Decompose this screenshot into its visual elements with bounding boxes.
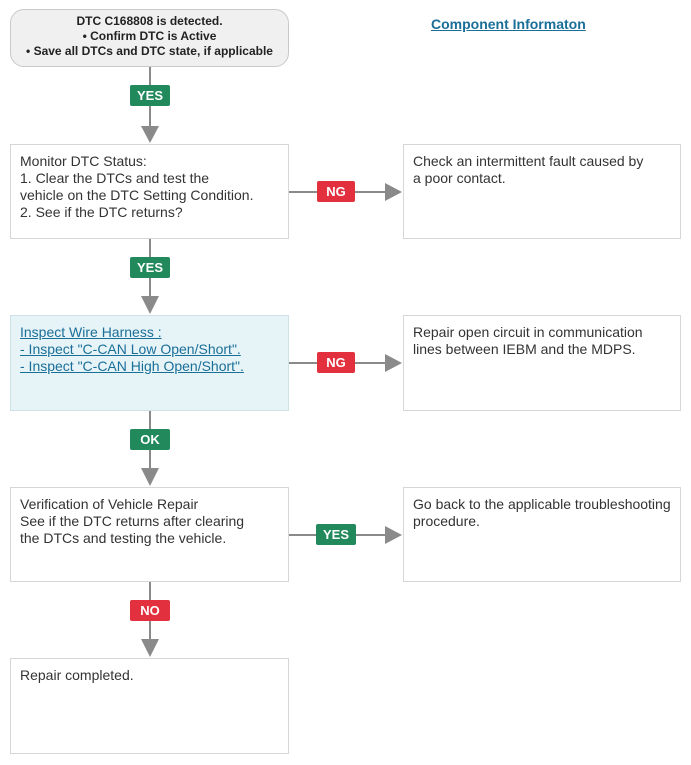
step-text: Monitor DTC Status: [20, 153, 147, 169]
arrow-head-down [141, 468, 159, 486]
component-information-link[interactable]: Component Informaton [431, 16, 586, 32]
start-title: DTC C168808 is detected. [76, 14, 223, 28]
step-text: 1. Clear the DTCs and test the [20, 170, 210, 186]
step-text: Check an intermittent fault caused by [413, 153, 644, 169]
repair-open-circuit-box [403, 315, 681, 411]
ng-badge: NG [317, 181, 355, 202]
step-text: procedure. [413, 513, 480, 529]
arrow-head-down [141, 639, 159, 657]
step-text: See if the DTC returns after clearing [20, 513, 245, 529]
arrow-head-right [385, 526, 402, 544]
start-bullet-save: • Save all DTCs and DTC state, if applicable [26, 44, 273, 58]
inspect-c-can-low-link[interactable]: - Inspect "C-CAN Low Open/Short". [20, 341, 241, 357]
inspect-wire-harness-box [10, 315, 289, 411]
step-text: the DTCs and testing the vehicle. [20, 530, 227, 546]
yes-badge: YES [130, 257, 170, 278]
inspect-c-can-high-link[interactable]: - Inspect "C-CAN High Open/Short". [20, 358, 244, 374]
step-text: vehicle on the DTC Setting Condition. [20, 187, 254, 203]
verification-of-vehicle-repair-box [10, 487, 289, 582]
arrow-head-down [141, 126, 159, 143]
repair-completed-box [10, 658, 289, 754]
step-text: Go back to the applicable troubleshooting [413, 496, 671, 512]
step-text: 2. See if the DTC returns? [20, 204, 183, 220]
monitor-dtc-status-box [10, 144, 289, 239]
step-text: Repair open circuit in communication [413, 324, 643, 340]
yes-badge: YES [130, 85, 170, 106]
arrow-head-down [141, 296, 159, 314]
intermittent-fault-box [403, 144, 681, 239]
inspect-wire-harness-link[interactable]: Inspect Wire Harness : [20, 324, 162, 340]
arrow-head-right [385, 183, 402, 201]
step-text: a poor contact. [413, 170, 506, 186]
start-condition-box [10, 9, 289, 67]
no-badge: NO [130, 600, 170, 621]
ng-badge: NG [317, 352, 355, 373]
yes-badge: YES [316, 524, 356, 545]
start-bullet-confirm: • Confirm DTC is Active [82, 29, 217, 43]
step-text: Repair completed. [20, 667, 134, 683]
ok-badge: OK [130, 429, 170, 450]
arrow-head-right [385, 354, 402, 372]
step-text: lines between IEBM and the MDPS. [413, 341, 636, 357]
go-back-troubleshooting-box [403, 487, 681, 582]
step-text: Verification of Vehicle Repair [20, 496, 199, 512]
